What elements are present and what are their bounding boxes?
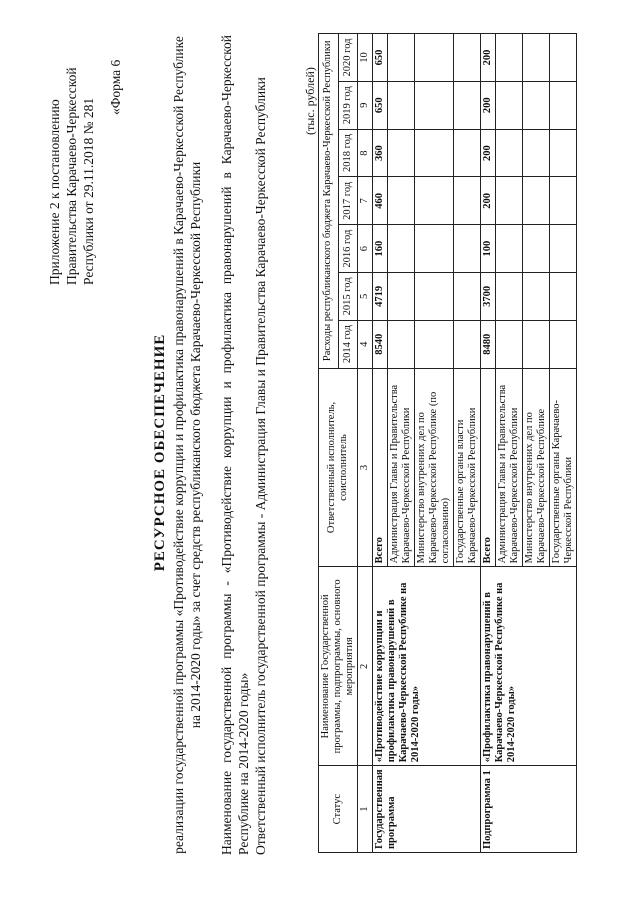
column-index: 9 [358,81,373,129]
cell-value [496,129,523,177]
cell-value [496,177,523,225]
column-index: 5 [358,273,373,321]
cell-value [388,273,415,321]
form-label: «Форма 6 [108,59,123,115]
cell-value [388,320,415,368]
document-title: РЕСУРСНОЕ ОБЕСПЕЧЕНИЕ [152,333,168,572]
row-status: Подпрограмма 1 [481,766,577,853]
cell-value [415,225,454,273]
row-executor: Всего [373,368,388,567]
cell-value [454,129,481,177]
header-year: 2016 год [338,225,358,273]
cell-value: 200 [481,177,496,225]
row-name: «Профилактика правонарушений в Карачаево-Черкесской Республике на 2014-2020 годы» [481,567,577,766]
cell-value [523,34,550,82]
cell-value [388,177,415,225]
row-executor: Всего [481,368,496,567]
cell-value: 8540 [373,320,388,368]
document-subtitle: реализации государственной программы «Противодействие коррупции и профилактика правонарушений в Карачаево-Черкесской Республике на 2014-2020 годы» за счет средств республиканского бюджета Карачаево-Черкесской Республики [171,36,203,854]
header-year: 2018 год [338,129,358,177]
column-index-row [358,34,373,853]
appendix-line-1: Приложение 2 к постановлению [47,99,62,285]
cell-value [550,320,577,368]
units-label: (тыс. рублей) [303,67,317,135]
column-index: 7 [358,177,373,225]
cell-value: 8480 [481,320,496,368]
table-row [481,34,496,853]
header-expenses: Расходы республиканского бюджета Карачаево-Черкесской Республики [319,34,339,369]
column-index: 6 [358,225,373,273]
cell-value [523,81,550,129]
cell-value [523,273,550,321]
cell-value [388,129,415,177]
cell-value: 4719 [373,273,388,321]
column-index: 1 [358,766,373,853]
cell-value [415,81,454,129]
column-index: 8 [358,129,373,177]
cell-value [523,129,550,177]
header-year: 2020 год [338,34,358,82]
column-index: 3 [358,368,373,567]
cell-value [388,225,415,273]
column-index: 4 [358,320,373,368]
header-executor: Ответственный исполнитель, соисполнитель [319,368,358,567]
cell-value [523,177,550,225]
responsible-executor: Ответственный исполнитель государственной программы - Администрация Главы и Правительства Карачаево-Черкесской Республики [253,77,268,855]
cell-value [415,320,454,368]
column-index: 10 [358,34,373,82]
cell-value [496,34,523,82]
cell-value [415,273,454,321]
header-year: 2015 год [338,273,358,321]
cell-value: 200 [481,129,496,177]
row-executor: Администрация Главы и Правительства Карачаево-Черкесской Республики [388,368,415,567]
row-executor: Министерство внутренних дел по Карачаево-Черкесской Республике [523,368,550,567]
cell-value [388,34,415,82]
cell-value [550,81,577,129]
cell-value: 3700 [481,273,496,321]
cell-value [496,225,523,273]
cell-value [454,34,481,82]
cell-value: 650 [373,34,388,82]
header-year: 2017 год [338,177,358,225]
cell-value [454,177,481,225]
row-executor: Государственные органы власти Карачаево-Черкесской Республики [454,368,481,567]
appendix-line-3: Республики от 29.11.2018 № 281 [81,97,96,285]
cell-value [496,81,523,129]
column-index: 2 [358,567,373,766]
cell-value [496,320,523,368]
cell-value: 360 [373,129,388,177]
header-name: Наименование Государственной программы, подпрограммы, основного мероприятия [319,567,358,766]
cell-value [454,225,481,273]
header-year: 2019 год [338,81,358,129]
header-year: 2014 год [338,320,358,368]
appendix-header [46,15,97,285]
cell-value [454,320,481,368]
cell-value [415,177,454,225]
cell-value: 460 [373,177,388,225]
cell-value [550,225,577,273]
cell-value [550,34,577,82]
appendix-line-2: Правительства Карачаево-Черкесской [64,67,79,285]
cell-value [415,34,454,82]
cell-value [388,81,415,129]
cell-value: 160 [373,225,388,273]
program-name: Наименование государственной программы - «Противодействие коррупции и профилактика правонарушений в Карачаево-Черкесской Республике на 2014-2020 годы» [219,35,251,855]
cell-value [550,129,577,177]
row-executor: Министерство внутренних дел по Карачаево-Черкесской Республике (по согласованию) [415,368,454,567]
cell-value [454,81,481,129]
cell-value: 200 [481,81,496,129]
cell-value [550,177,577,225]
cell-value [523,320,550,368]
cell-value [496,273,523,321]
cell-value [550,273,577,321]
table-row [373,34,388,853]
cell-value: 200 [481,34,496,82]
cell-value [523,225,550,273]
row-status: Государственная программа [373,766,481,853]
row-name: «Противодействие коррупции и профилактика правонарушений в Карачаево-Черкесской Республике на 2014-2020 годы» [373,567,481,766]
cell-value: 650 [373,81,388,129]
header-status: Статус [319,766,358,853]
cell-value [415,129,454,177]
cell-value: 100 [481,225,496,273]
cell-value [454,273,481,321]
row-executor: Государственные органы Карачаево-Черкесской Республики [550,368,577,567]
row-executor: Администрация Главы и Правительства Карачаево-Черкесской Республики [496,368,523,567]
resource-table [318,33,577,853]
